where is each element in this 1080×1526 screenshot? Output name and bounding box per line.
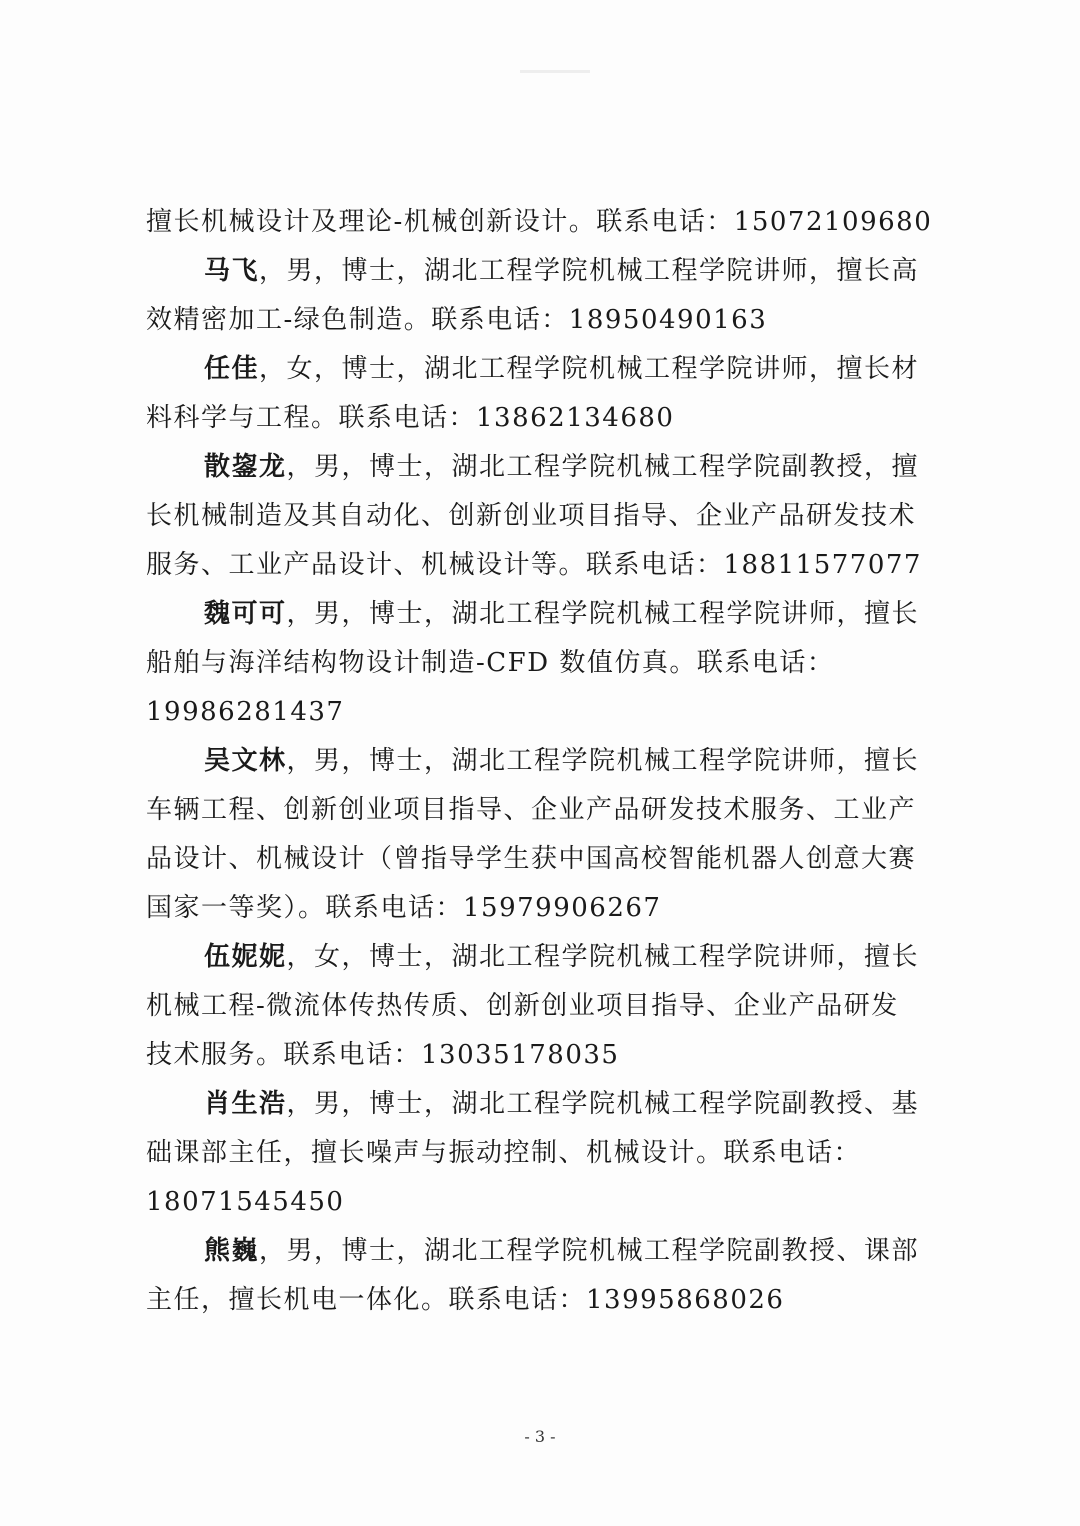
paragraph-line bbox=[146, 296, 946, 345]
paragraph-line bbox=[146, 933, 946, 982]
body-text: 效精密加工-绿色制造。联系电话：18950490163 bbox=[146, 305, 768, 335]
paragraph-line bbox=[146, 835, 946, 884]
body-text: 础课部主任，擅长噪声与振动控制、机械设计。联系电话： bbox=[146, 1138, 862, 1168]
body-text: 服务、工业产品设计、机械设计等。联系电话：18811577077 bbox=[146, 550, 922, 580]
body-text: 擅长机械设计及理论-机械创新设计。联系电话：15072109680 bbox=[146, 207, 933, 237]
paragraph-line bbox=[146, 688, 946, 737]
person-name: 伍妮妮 bbox=[204, 942, 287, 972]
body-text: ，女，博士，湖北工程学院机械工程学院讲师，擅长材 bbox=[259, 354, 920, 384]
body-text: ，男，博士，湖北工程学院机械工程学院讲师，擅长 bbox=[286, 599, 920, 629]
document-body bbox=[146, 198, 946, 1325]
person-name: 熊巍 bbox=[204, 1236, 260, 1266]
paragraph-line bbox=[146, 247, 946, 296]
paragraph-line bbox=[146, 884, 946, 933]
body-text: ，男，博士，湖北工程学院机械工程学院讲师，擅长 bbox=[286, 746, 920, 776]
paragraph-line bbox=[146, 345, 946, 394]
person-name: 魏可可 bbox=[204, 599, 287, 629]
body-text: ，男，博士，湖北工程学院机械工程学院副教授、基 bbox=[286, 1089, 920, 1119]
body-text: 长机械制造及其自动化、创新创业项目指导、企业产品研发技术 bbox=[146, 501, 917, 531]
body-text: 主任，擅长机电一体化。联系电话：13995868026 bbox=[146, 1285, 785, 1315]
body-text: ，男，博士，湖北工程学院机械工程学院讲师，擅长高 bbox=[259, 256, 920, 286]
paragraph-line bbox=[146, 1227, 946, 1276]
body-text: 品设计、机械设计（曾指导学生获中国高校智能机器人创意大赛 bbox=[146, 844, 917, 874]
person-name: 肖生浩 bbox=[204, 1089, 287, 1119]
body-text: 料科学与工程。联系电话：13862134680 bbox=[146, 403, 675, 433]
body-text: ，男，博士，湖北工程学院机械工程学院副教授，擅 bbox=[286, 452, 920, 482]
body-text: 19986281437 bbox=[146, 697, 345, 727]
paragraph-line bbox=[146, 1276, 946, 1325]
paragraph-line bbox=[146, 737, 946, 786]
body-text: ，男，博士，湖北工程学院机械工程学院副教授、课部 bbox=[259, 1236, 920, 1266]
paragraph-line bbox=[146, 982, 946, 1031]
person-name: 吴文林 bbox=[204, 746, 287, 776]
person-name: 任佳 bbox=[204, 354, 260, 384]
body-text: ，女，博士，湖北工程学院机械工程学院讲师，擅长 bbox=[286, 942, 920, 972]
body-text: 18071545450 bbox=[146, 1187, 345, 1217]
paragraph-line bbox=[146, 1129, 946, 1178]
body-text: 机械工程-微流体传热传质、创新创业项目指导、企业产品研发 bbox=[146, 991, 899, 1021]
paragraph-line bbox=[146, 786, 946, 835]
paragraph-line bbox=[146, 590, 946, 639]
paragraph-line bbox=[146, 1031, 946, 1080]
page-number: - 3 - bbox=[524, 1427, 556, 1446]
body-text: 车辆工程、创新创业项目指导、企业产品研发技术服务、工业产 bbox=[146, 795, 917, 825]
paragraph-line bbox=[146, 1080, 946, 1129]
paragraph-line bbox=[146, 639, 946, 688]
person-name: 马飞 bbox=[204, 256, 260, 286]
paragraph-line bbox=[146, 443, 946, 492]
paragraph-line bbox=[146, 1178, 946, 1227]
paragraph-line bbox=[146, 198, 946, 247]
paragraph-line bbox=[146, 492, 946, 541]
paragraph-line bbox=[146, 394, 946, 443]
scan-artifact bbox=[520, 70, 590, 73]
person-name: 散鋆龙 bbox=[204, 452, 287, 482]
body-text: 技术服务。联系电话：13035178035 bbox=[146, 1040, 620, 1070]
paragraph-line bbox=[146, 541, 946, 590]
body-text: 国家一等奖）。联系电话：15979906267 bbox=[146, 893, 662, 923]
body-text: 船舶与海洋结构物设计制造-CFD 数值仿真。联系电话： bbox=[146, 648, 835, 678]
